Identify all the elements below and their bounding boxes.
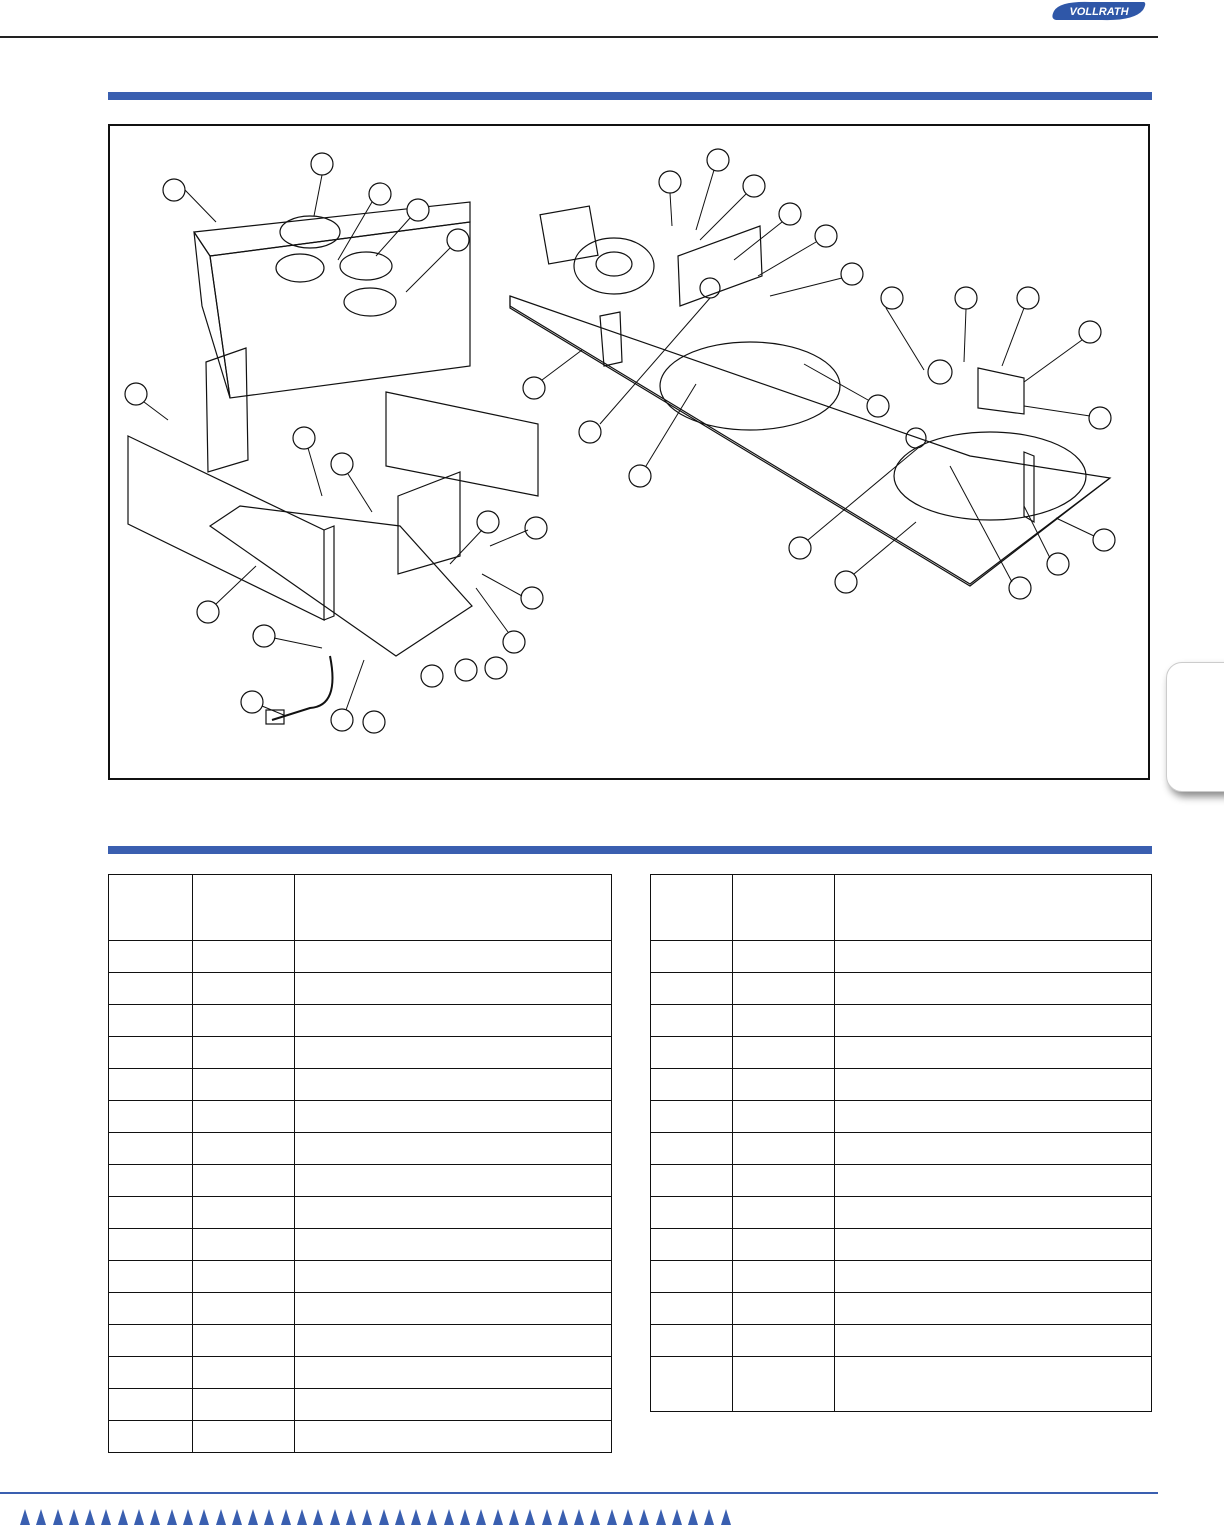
triangle-mark [460, 1509, 470, 1525]
table-row [651, 1037, 1152, 1069]
triangle-mark [264, 1509, 274, 1525]
triangle-mark [216, 1509, 226, 1525]
table-row [109, 1293, 612, 1325]
triangle-mark [379, 1509, 389, 1525]
table-row [651, 1229, 1152, 1261]
table-row [651, 1101, 1152, 1133]
table-row [651, 1133, 1152, 1165]
triangle-mark [53, 1509, 63, 1525]
triangle-mark [656, 1509, 666, 1525]
triangle-mark [232, 1509, 242, 1525]
triangle-mark [427, 1509, 437, 1525]
table-row [651, 1005, 1152, 1037]
triangle-mark [721, 1509, 731, 1525]
triangle-mark [525, 1509, 535, 1525]
triangle-mark [199, 1509, 209, 1525]
triangle-mark [167, 1509, 177, 1525]
table-row [651, 973, 1152, 1005]
table-row [651, 1357, 1152, 1412]
triangle-mark [623, 1509, 633, 1525]
table-header-row [109, 875, 612, 941]
triangle-mark [542, 1509, 552, 1525]
table-row [109, 941, 612, 973]
table-row [109, 1421, 612, 1453]
triangle-mark [672, 1509, 682, 1525]
table-row [651, 1165, 1152, 1197]
triangle-mark [101, 1509, 111, 1525]
exploded-view-frame [108, 124, 1150, 780]
table-row [109, 1037, 612, 1069]
triangle-mark [493, 1509, 503, 1525]
footer-triangle-border [20, 1509, 731, 1527]
triangle-mark [36, 1509, 46, 1525]
section-index-tab [1166, 662, 1224, 792]
table-row [109, 1101, 612, 1133]
parts-list-section-bar [108, 846, 1152, 854]
triangle-mark [134, 1509, 144, 1525]
table-row [109, 1005, 612, 1037]
triangle-mark [346, 1509, 356, 1525]
triangle-mark [150, 1509, 160, 1525]
triangle-mark [85, 1509, 95, 1525]
table-row [109, 1389, 612, 1421]
table-row [109, 1069, 612, 1101]
triangle-mark [313, 1509, 323, 1525]
table-row [109, 1261, 612, 1293]
triangle-mark [476, 1509, 486, 1525]
triangle-mark [118, 1509, 128, 1525]
triangle-mark [297, 1509, 307, 1525]
table-row [651, 1069, 1152, 1101]
table-row [109, 1357, 612, 1389]
triangle-mark [411, 1509, 421, 1525]
brand-text: VOLLRATH [1069, 6, 1129, 18]
diagram-section-bar [108, 92, 1152, 100]
triangle-mark [395, 1509, 405, 1525]
table-row [109, 1197, 612, 1229]
triangle-mark [704, 1509, 714, 1525]
triangle-mark [330, 1509, 340, 1525]
table-row [651, 1325, 1152, 1357]
table-header-row [651, 875, 1152, 941]
table-row [651, 1293, 1152, 1325]
parts-table-left [108, 874, 612, 1453]
triangle-mark [281, 1509, 291, 1525]
triangle-mark [362, 1509, 372, 1525]
table-row [109, 973, 612, 1005]
vollrath-logo [1050, 0, 1148, 22]
triangle-mark [183, 1509, 193, 1525]
header-rule [0, 36, 1158, 38]
triangle-mark [558, 1509, 568, 1525]
table-row [109, 1133, 612, 1165]
table-row [651, 941, 1152, 973]
triangle-mark [69, 1509, 79, 1525]
table-row [651, 1261, 1152, 1293]
triangle-mark [607, 1509, 617, 1525]
table-row [109, 1325, 612, 1357]
table-row [109, 1165, 612, 1197]
triangle-mark [688, 1509, 698, 1525]
exploded-parts-diagram [110, 126, 1148, 778]
triangle-mark [590, 1509, 600, 1525]
table-row [651, 1197, 1152, 1229]
triangle-mark [639, 1509, 649, 1525]
triangle-mark [20, 1509, 30, 1525]
triangle-mark [248, 1509, 258, 1525]
triangle-mark [444, 1509, 454, 1525]
footer-rule [0, 1492, 1158, 1494]
triangle-mark [509, 1509, 519, 1525]
parts-table-right [650, 874, 1152, 1412]
triangle-mark [574, 1509, 584, 1525]
table-row [109, 1229, 612, 1261]
